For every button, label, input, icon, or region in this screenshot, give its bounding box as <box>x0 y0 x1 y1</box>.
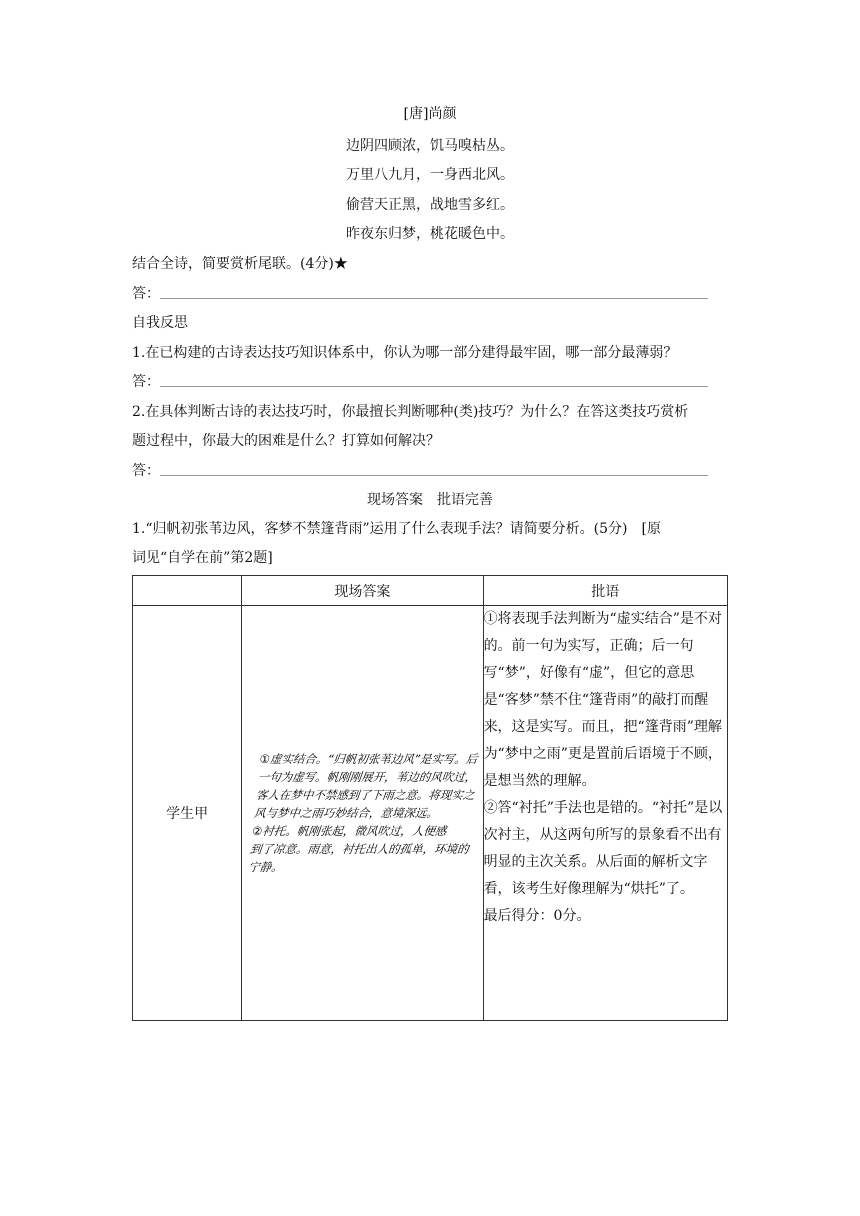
table-header-row <box>133 576 728 606</box>
reflection-question-2-line-2: 题过程中，你最大的困难是什么？打算如何解决？ <box>132 433 440 449</box>
answer-prefix-1: 答： <box>132 286 160 302</box>
handwritten-line: 客人在梦中不禁感到了下雨之意。将现实之 <box>255 788 476 802</box>
header-empty <box>133 576 242 606</box>
comment-score: 最后得分：0分。 <box>483 908 591 924</box>
section-question-line-1: 1.“归帆初张苇边风，客梦不禁篷背雨”运用了什么表现手法？请简要分析。(5分) [原 <box>132 521 661 537</box>
table-row <box>133 606 728 1021</box>
question-text: 结合全诗，简要赏析尾联。(4分)★ <box>132 256 348 272</box>
handwritten-line: 风与梦中之雨巧妙结合，意境深远。 <box>253 806 439 820</box>
handwritten-line: 一句为虚写。帆刚刚展开，苇边的风吹过， <box>257 770 478 784</box>
poem-line-2: 万里八九月，一身西北风。 <box>346 167 514 183</box>
poem-author: [唐]尚颜 <box>403 106 457 122</box>
answer-prefix-2: 答： <box>132 374 160 390</box>
reflection-title: 自我反思 <box>132 315 188 331</box>
comment-paragraph-2: ②答“衬托”手法也是错的。“衬托”是以次衬主，从这两句所写的景象看不出有明显的主次关系。从后面的解析文字看，该考生好像理解为“烘托”了。 <box>483 800 723 897</box>
header-comment: 批语 <box>483 576 727 606</box>
poem-line-3: 偷营天正黑，战地雪多红。 <box>346 197 514 213</box>
reflection-question-2-line-1: 2.在具体判断古诗的表达技巧时，你最擅长判断哪种(类)技巧？为什么？在答这类技巧赏析 <box>132 404 689 420</box>
answer-comment-table <box>132 575 728 1021</box>
handwritten-line: ②衬托。帆刚张起，微风吹过，人便感 <box>251 824 448 838</box>
handwritten-line: 到了凉意。雨意，衬托出人的孤单，环境的 <box>249 842 470 856</box>
section-question-line-2: 词见“自学在前”第2题] <box>132 550 273 566</box>
comment-paragraph-1: ①将表现手法判断为“虚实结合”是不对的。前一句为实写，正确；后一句写“梦”，好像有“虚”，但它的意思是“客梦”禁不住“篷背雨”的敲打而醒来，这是实写。而且，把“篷背雨”理解为“梦中之雨”更是置前后语境于不顾，是想当然的理解。 <box>483 611 722 789</box>
handwritten-answer <box>242 606 483 1021</box>
answer-line-2[interactable] <box>160 386 708 387</box>
handwritten-line: ①虚实结合。“归帆初张苇边风”是实写。后 <box>259 752 479 766</box>
answer-line-3[interactable] <box>160 475 708 476</box>
answer-prefix-3: 答： <box>132 463 160 479</box>
reflection-question-1: 1.在已构建的古诗表达技巧知识体系中，你认为哪一部分建得最牢固，哪一部分最薄弱？ <box>132 345 678 361</box>
student-label: 学生甲 <box>133 606 242 1021</box>
header-live-answer: 现场答案 <box>242 576 483 606</box>
section-title: 现场答案 批语完善 <box>367 492 493 508</box>
poem-line-1: 边阴四顾浓，饥马嗅枯丛。 <box>346 138 514 154</box>
poem-line-4: 昨夜东归梦，桃花暖色中。 <box>346 226 514 242</box>
handwritten-line: 宁静。 <box>247 860 284 874</box>
comment-cell <box>483 606 727 1021</box>
answer-line-1[interactable] <box>160 298 708 299</box>
